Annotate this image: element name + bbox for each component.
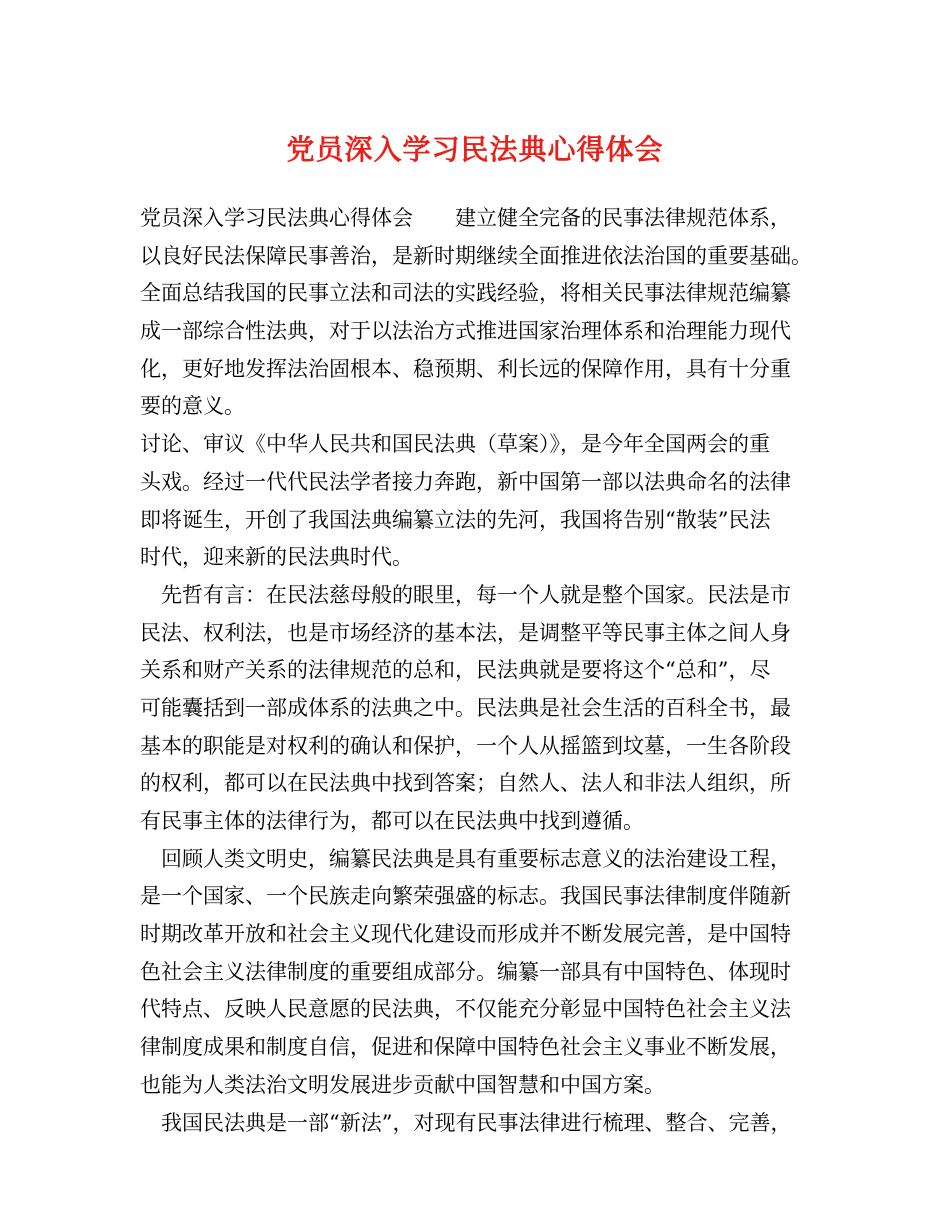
body-text-line: 关系和财产关系的法律规范的总和，民法典就是要将这个“总和”，尽 (140, 658, 771, 683)
body-text-line: 我国民法典是一部“新法”，对现有民事法律进行梳理、整合、完善， (140, 1110, 792, 1135)
body-text-line: 成一部综合性法典，对于以法治方式推进国家治理体系和治理能力现代 (140, 319, 791, 344)
body-text-line: 律制度成果和制度自信，促进和保障中国特色社会主义事业不断发展， (140, 1035, 791, 1060)
body-text-line: 党员深入学习民法典心得体会 建立健全完备的民事法律规范体系， (140, 206, 791, 230)
body-text-line: 也能为人类法治文明发展进步贡献中国智慧和中国方案。 (140, 1072, 665, 1097)
body-text-line: 先哲有言：在民法慈母般的眼里，每一个人就是整个国家。民法是市 (140, 582, 791, 607)
body-text-line: 回顾人类文明史，编纂民法典是具有重要标志意义的法治建设工程， (140, 846, 791, 871)
body-text-line: 全面总结我国的民事立法和司法的实践经验，将相关民事法律规范编纂 (140, 281, 791, 306)
body-text-line: 色社会主义法律制度的重要组成部分。编纂一部具有中国特色、体现时 (140, 959, 791, 984)
body-text-line: 的权利，都可以在民法典中找到答案；自然人、法人和非法人组织，所 (140, 771, 791, 796)
body-text-line: 可能囊括到一部成体系的法典之中。民法典是社会生活的百科全书，最 (140, 695, 791, 720)
body-text-line: 时期改革开放和社会主义现代化建设而形成并不断发展完善，是中国特 (140, 922, 791, 947)
body-text-line: 即将诞生，开创了我国法典编纂立法的先河，我国将告别“散装”民法 (140, 507, 771, 532)
body-text-line: 化，更好地发挥法治固根本、稳预期、利长远的保障作用，具有十分重 (140, 356, 791, 381)
body-text-line: 要的意义。 (140, 394, 245, 419)
document-title: 党员深入学习民法典心得体会 (286, 133, 664, 166)
body-text-line: 民法、权利法，也是市场经济的基本法，是调整平等民事主体之间人身 (140, 620, 791, 645)
body-text-line: 有民事主体的法律行为，都可以在民法典中找到遵循。 (140, 809, 644, 833)
body-text-line: 代特点、反映人民意愿的民法典，不仅能充分彰显中国特色社会主义法 (140, 997, 791, 1022)
body-text-line: 基本的职能是对权利的确认和保护，一个人从摇篮到坟墓，一生各阶段 (140, 733, 791, 758)
body-text-line: 头戏。经过一代代民法学者接力奔跑，新中国第一部以法典命名的法律 (140, 469, 791, 494)
body-text-line: 以良好民法保障民事善治，是新时期继续全面推进依法治国的重要基础。 (140, 243, 812, 268)
body-text-line: 时代，迎来新的民法典时代。 (140, 545, 413, 570)
body-text-line: 是一个国家、一个民族走向繁荣强盛的标志。我国民事法律制度伴随新 (140, 884, 791, 909)
body-text-line: 讨论、审议《中华人民共和国民法典（草案）》，是今年全国两会的重 (140, 432, 770, 457)
document-body (140, 200, 830, 1142)
